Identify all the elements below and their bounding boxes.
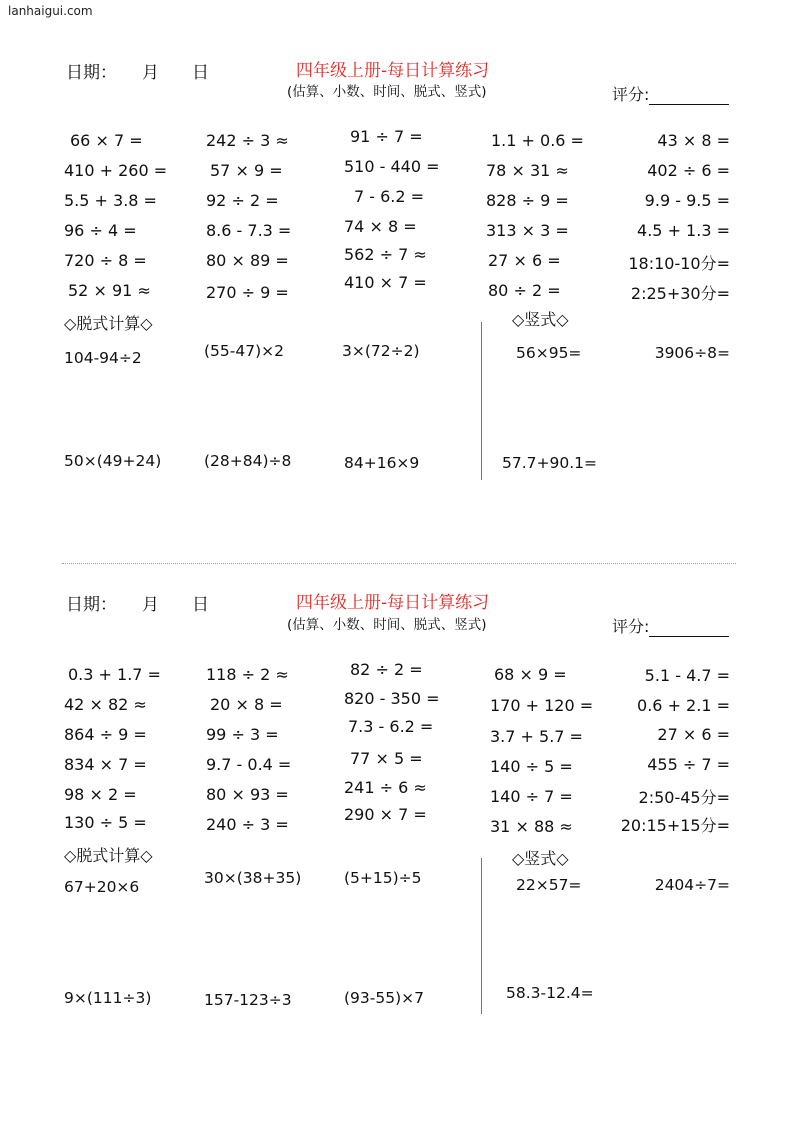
oral-problem: 31 × 88 ≈ [490,817,573,836]
shushi-heading: ◇竖式◇ [512,310,569,329]
tuoshi-problem: 3×(72÷2) [342,342,420,360]
worksheet-title: 四年级上册-每日计算练习 [296,593,490,613]
oral-problem: 9.9 - 9.5 = [644,191,730,210]
tuoshi-problem: 50×(49+24) [64,452,162,470]
oral-problem: 242 ÷ 3 ≈ [206,131,289,150]
oral-problem: 18:10-10分= [628,254,730,273]
oral-problem: 9.7 - 0.4 = [206,755,292,774]
worksheet-title: 四年级上册-每日计算练习 [296,61,490,81]
score-blank [649,620,729,637]
tuoshi-problem: 84+16×9 [344,454,420,472]
site-watermark: lanhaigui.com [8,4,93,18]
oral-problem: 80 × 93 = [206,785,289,804]
oral-problem: 27 × 6 = [657,725,730,744]
date-month: 月 [142,595,159,615]
date-label: 日期： [66,595,117,615]
oral-problem: 5.5 + 3.8 = [64,191,157,210]
oral-problem: 43 × 8 = [657,131,730,150]
tuoshi-problem: 157-123÷3 [204,991,292,1009]
oral-problem: 52 × 91 ≈ [68,281,151,300]
oral-problem: 96 ÷ 4 = [64,221,137,240]
oral-problem: 834 × 7 = [64,755,147,774]
shushi-problem: 22×57= [516,876,582,894]
oral-problem: 864 ÷ 9 = [64,725,147,744]
oral-problem: 66 × 7 = [70,131,143,150]
section-divider [481,858,482,1014]
oral-problem: 562 ÷ 7 ≈ [344,245,427,264]
oral-problem: 98 × 2 = [64,785,137,804]
tuoshi-problem: (28+84)÷8 [204,452,292,470]
oral-problem: 7 - 6.2 = [354,187,425,206]
oral-problem: 130 ÷ 5 = [64,813,147,832]
score-label: 评分: [612,617,650,636]
oral-problem: 91 ÷ 7 = [350,127,423,146]
worksheet-subtitle: (估算、小数、时间、脱式、竖式) [287,84,487,100]
shushi-problem: 57.7+90.1= [502,454,597,472]
oral-problem: 290 × 7 = [344,805,427,824]
oral-problem: 68 × 9 = [494,665,567,684]
oral-problem: 2:25+30分= [630,284,730,303]
shushi-problem: 56×95= [516,344,582,362]
date-label: 日期： [66,63,117,83]
tuoshi-problem: 9×(111÷3) [64,989,152,1007]
oral-problem: 8.6 - 7.3 = [206,221,292,240]
tuoshi-problem: (93-55)×7 [344,989,424,1007]
score-blank [649,88,729,105]
section-divider [481,322,482,480]
score-field [612,82,729,105]
oral-problem: 140 ÷ 5 = [490,757,573,776]
oral-problem: 118 ÷ 2 ≈ [206,665,289,684]
date-month: 月 [142,63,159,83]
tuoshi-heading: ◇脱式计算◇ [64,314,153,333]
oral-problem: 0.3 + 1.7 = [68,665,161,684]
oral-problem: 820 - 350 = [344,689,440,708]
oral-problem: 240 ÷ 3 = [206,815,289,834]
oral-problem: 170 + 120 = [490,696,594,715]
oral-problem: 402 ÷ 6 = [647,161,730,180]
oral-problem: 410 + 260 = [64,161,168,180]
oral-problem: 82 ÷ 2 = [350,660,423,679]
sheet-separator [62,563,736,564]
tuoshi-problem: 67+20×6 [64,878,140,896]
oral-problem: 720 ÷ 8 = [64,251,147,270]
oral-problem: 455 ÷ 7 = [647,755,730,774]
oral-problem: 140 ÷ 7 = [490,787,573,806]
shushi-problem: 58.3-12.4= [506,984,594,1002]
score-label: 评分: [612,85,650,104]
oral-problem: 2:50-45分= [638,788,730,807]
oral-problem: 77 × 5 = [350,749,423,768]
oral-problem: 1.1 + 0.6 = [491,131,584,150]
tuoshi-problem: 30×(38+35) [204,869,302,887]
oral-problem: 5.1 - 4.7 = [644,666,730,685]
oral-problem: 92 ÷ 2 = [206,191,279,210]
tuoshi-problem: 104-94÷2 [64,349,142,367]
date-day: 日 [192,595,209,615]
tuoshi-heading: ◇脱式计算◇ [64,846,153,865]
oral-problem: 99 ÷ 3 = [206,725,279,744]
tuoshi-problem: (5+15)÷5 [344,869,422,887]
oral-problem: 410 × 7 = [344,273,427,292]
oral-problem: 270 ÷ 9 = [206,283,289,302]
oral-problem: 828 ÷ 9 = [486,191,569,210]
oral-problem: 0.6 + 2.1 = [637,696,730,715]
oral-problem: 42 × 82 ≈ [64,695,147,714]
oral-problem: 3.7 + 5.7 = [490,727,583,746]
oral-problem: 20 × 8 = [210,695,283,714]
oral-problem: 7.3 - 6.2 = [348,717,434,736]
oral-problem: 80 ÷ 2 = [488,281,561,300]
oral-problem: 313 × 3 = [486,221,569,240]
shushi-problem: 2404÷7= [654,876,730,894]
tuoshi-problem: (55-47)×2 [204,342,284,360]
oral-problem: 4.5 + 1.3 = [637,221,730,240]
worksheet-subtitle: (估算、小数、时间、脱式、竖式) [287,617,487,633]
shushi-heading: ◇竖式◇ [512,849,569,868]
score-field [612,614,729,637]
oral-problem: 510 - 440 = [344,157,440,176]
oral-problem: 20:15+15分= [620,816,730,835]
oral-problem: 57 × 9 = [210,161,283,180]
oral-problem: 74 × 8 = [344,217,417,236]
oral-problem: 78 × 31 ≈ [486,161,569,180]
shushi-problem: 3906÷8= [654,344,730,362]
oral-problem: 27 × 6 = [488,251,561,270]
oral-problem: 241 ÷ 6 ≈ [344,778,427,797]
date-day: 日 [192,63,209,83]
oral-problem: 80 × 89 = [206,251,289,270]
